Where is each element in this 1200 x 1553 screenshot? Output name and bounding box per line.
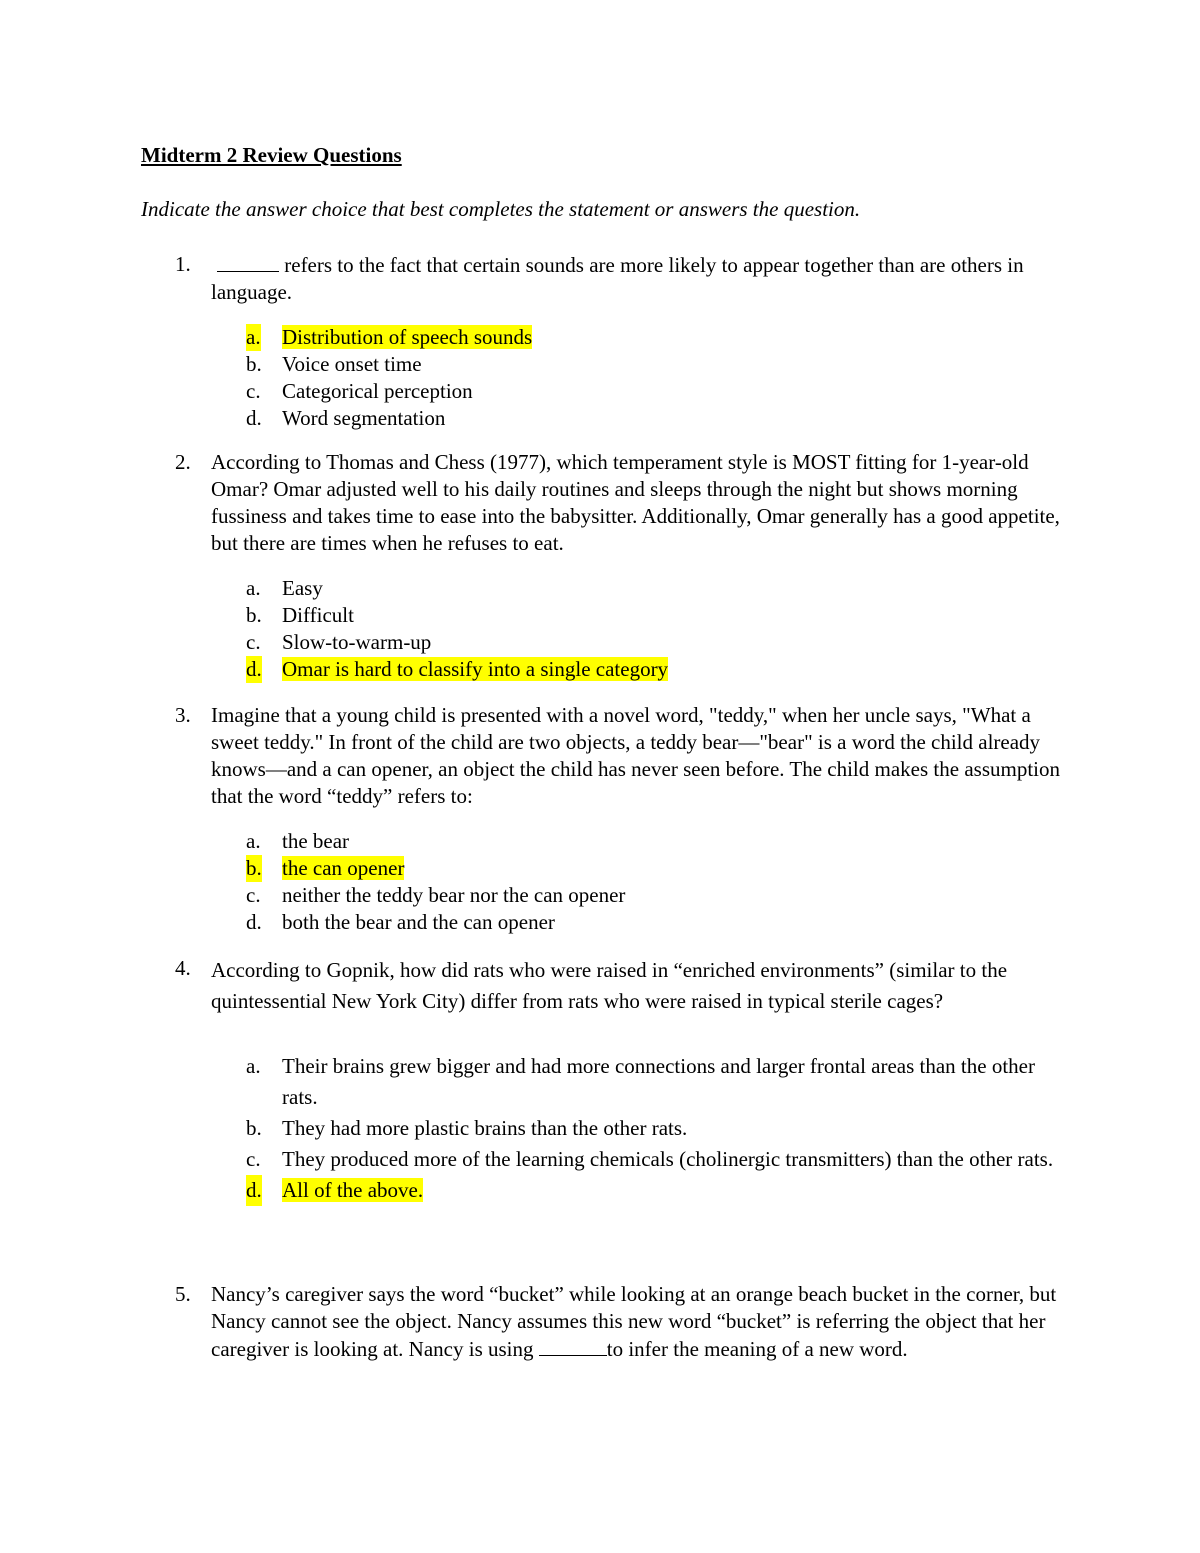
question-number: 5. — [175, 1282, 191, 1306]
page-title: Midterm 2 Review Questions — [141, 143, 402, 167]
question-text — [211, 1281, 1061, 1363]
option-text: both the bear and the can opener — [282, 910, 555, 934]
question-number: 1. — [175, 252, 191, 276]
option-c — [141, 882, 1061, 909]
answer-options — [141, 575, 1061, 683]
option-d — [141, 1175, 1061, 1206]
option-a — [141, 324, 1061, 351]
option-text: Easy — [282, 576, 323, 600]
option-b — [141, 602, 1061, 629]
answer-blank — [217, 251, 279, 272]
option-c — [141, 1144, 1061, 1175]
option-letter: b. — [246, 856, 262, 880]
option-letter: d. — [246, 657, 262, 681]
question-5 — [141, 1281, 1061, 1363]
option-letter: a. — [246, 325, 261, 349]
answer-options — [141, 324, 1061, 432]
option-letter: d. — [246, 406, 262, 430]
option-text: Omar is hard to classify into a single category — [282, 657, 669, 681]
question-text: According to Gopnik, how did rats who were raised in “enriched environments” (similar to the quintessential New York City) differ from rats who were raised in typical sterile cages? — [211, 958, 1008, 1013]
question-1 — [141, 251, 1061, 432]
option-d — [141, 405, 1061, 432]
answer-options — [141, 828, 1061, 936]
option-text: Voice onset time — [282, 352, 422, 376]
option-letter: c. — [246, 883, 261, 907]
option-a — [141, 575, 1061, 602]
question-text-part: to infer the meaning of a new word. — [606, 1337, 908, 1361]
option-text: the bear — [282, 829, 350, 853]
option-text: Word segmentation — [282, 406, 446, 430]
question-number: 2. — [175, 450, 191, 474]
question-text — [211, 251, 1061, 306]
option-text: They produced more of the learning chemicals (cholinergic transmitters) than the other rats. — [282, 1147, 1054, 1171]
option-d — [141, 656, 1061, 683]
question-text-part: Nancy’s caregiver says the word “bucket” while looking at an orange beach bucket in the corner, but Nancy cannot see the object. Nancy assumes this new word “bucket” is referring the object that her caregiver is looking at. Nancy is using — [211, 1282, 1057, 1361]
option-c — [141, 629, 1061, 656]
option-text: the can opener — [282, 856, 405, 880]
option-letter: c. — [246, 630, 261, 654]
option-letter: c. — [246, 1147, 261, 1171]
option-c — [141, 378, 1061, 405]
question-2 — [141, 449, 1061, 683]
option-letter: a. — [246, 1054, 261, 1078]
option-a — [141, 1051, 1061, 1113]
option-b — [141, 855, 1061, 882]
answer-options — [141, 1051, 1061, 1206]
option-letter: d. — [246, 1175, 262, 1206]
question-text: According to Thomas and Chess (1977), which temperament style is MOST fitting for 1-year-old Omar? Omar adjusted well to his daily routines and sleeps through the night but shows morning fussiness and takes time to ease into the babysitter. Additionally, Omar generally has a good appetite, but there are times when he refuses to eat. — [211, 450, 1060, 555]
option-text: Difficult — [282, 603, 354, 627]
option-letter: b. — [246, 352, 262, 376]
option-text: Slow-to-warm-up — [282, 630, 432, 654]
option-text: Their brains grew bigger and had more connections and larger frontal areas than the other rats. — [282, 1054, 1035, 1109]
question-3 — [141, 702, 1061, 936]
question-4 — [141, 955, 1061, 1206]
answer-blank — [539, 1335, 607, 1356]
question-number: 4. — [175, 956, 191, 980]
option-d — [141, 909, 1061, 936]
question-text-part: refers to the fact that certain sounds are more likely to appear together than are others in language. — [211, 253, 1024, 304]
option-letter: c. — [246, 379, 261, 403]
instructions: Indicate the answer choice that best completes the statement or answers the question. — [141, 197, 861, 221]
option-text: All of the above. — [282, 1178, 424, 1202]
option-text: Distribution of speech sounds — [282, 325, 533, 349]
option-text: They had more plastic brains than the other rats. — [282, 1116, 688, 1140]
option-letter: b. — [246, 1116, 262, 1140]
option-letter: b. — [246, 603, 262, 627]
option-b — [141, 351, 1061, 378]
question-number: 3. — [175, 703, 191, 727]
question-text: Imagine that a young child is presented with a novel word, "teddy," when her uncle says, "What a sweet teddy." In front of the child are two objects, a teddy bear—"bear" is a word the child already knows—and a can opener, an object the child has never seen before. The child makes the assumption that the word “teddy” refers to: — [211, 703, 1060, 808]
option-text: neither the teddy bear nor the can opener — [282, 883, 626, 907]
option-letter: d. — [246, 910, 262, 934]
option-letter: a. — [246, 829, 261, 853]
option-text: Categorical perception — [282, 379, 473, 403]
option-a — [141, 828, 1061, 855]
option-b — [141, 1113, 1061, 1144]
option-letter: a. — [246, 576, 261, 600]
